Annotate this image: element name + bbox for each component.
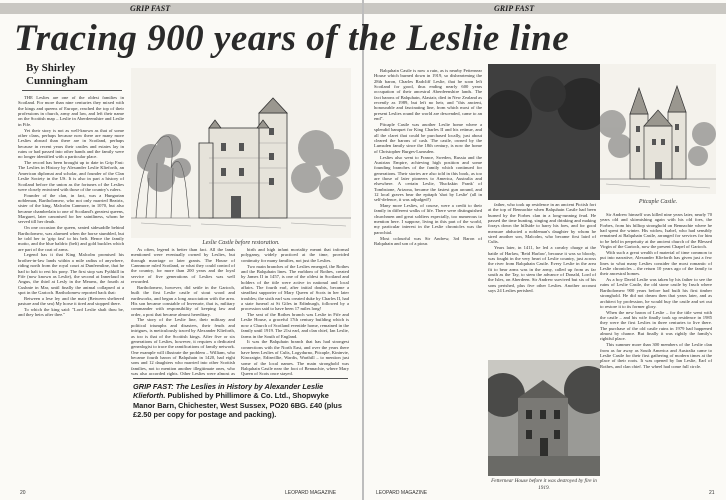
pitcaple-castle-illustration <box>600 64 716 194</box>
right-column-3 <box>600 212 712 484</box>
paragraph: Years later, in 1411, he led a cavalry charge at the battle of Harlaw, 'Reid Harlaw', because it was so bloody, was fought in the very heart of Leslie country, just across the river from Balquhain Castle. Every Leslie in the area fit to bear arms was in the army, called up from as far south as the Tay, to stem the advance of Donald, Lord of the Isles, on Aberdeen. Sir Andrew survived but six of his sons perished, plus five other Leslies. Another account says 24 Leslies perished. <box>488 245 596 293</box>
page-number-left: 20 <box>20 490 26 496</box>
fetternear-house-ruin-photo <box>488 360 600 476</box>
leslie-castle-illustration <box>131 68 351 238</box>
paragraph: Sir Andrew himself was killed nine years later, nearly 70 years old and skirmishing again with his old foes, the Forbes, from his hilltop stronghold on Bennachie where he had spent the winter. His widow, Isabel, who had sensibly remained at Balquhain Castle, arranged for services for him to be held in perpetuity at the ancient church of the Blessed Virgin of the Garioch, now the present Chapel of Garioch. <box>600 212 712 250</box>
fetternear-house-photo <box>488 64 600 200</box>
paragraph: On one occasion the queen, seated sidesaddle behind Bartholomew, was alarmed when the horse stumbled, but he told her to 'grip fast' to his belt. Hence the family motto, and the blue baldric (belt) and gold buckles which are part of the coat of arms. <box>18 225 124 252</box>
magazine-name-left: LEOPARD MAGAZINE <box>285 490 337 496</box>
paragraph: Bartholomew, however, did settle in the Garioch, built the first Leslie castle of stout wood and earthworks, and began a long association with the area. His son became constable of Inverurie, that is, military commander with responsibility of keeping law and order, a post that became almost hereditary. <box>131 284 235 317</box>
paragraph: Two main branches of the Leslies emerged, the Rothes and the Balquhain lines. The earldom of Rothes, created by James II in 1457, is one of the oldest in Scotland and holders of the title were active in national and local affairs. The fourth earl, after initial doubts, became a steadfast supporter of Mary Queen of Scots in her later troubles; the sixth earl was created duke by Charles II, had a state funeral at St Giles in Edinburgh, followed by a procession said to have been 17 miles long! <box>241 263 349 312</box>
byline: By Shirley Cunningham <box>26 62 88 87</box>
book-title-line: GRIP FAST: The Leslies in History by Alexander Leslie Klieforth. <box>133 382 324 401</box>
left-column-1 <box>18 95 124 485</box>
magazine-name-right: LEOPARD MAGAZINE <box>376 490 428 496</box>
section-label-left: GRIP FAST <box>130 4 171 13</box>
paragraph: The record has been brought up to date in Grip Fast: The Leslies in History by Alexander Leslie Klieforth, an American diplomat and scholar, and founder of the Clan Leslie Society in the US. It is also in part a history of Scotland before the union as the fortunes of the Leslies were closely entwined with those of the country's rulers. <box>18 160 124 192</box>
paragraph: It was the Balquhain branch that has had strongest connections with the North East, and over the years there have been Leslies of Cults, Logydurno, Pitcaple, Kininvie, Kincraigie, Edinvillie, Wardis, Warthill – to mention just some of the local names. The main stronghold was Balquhain Castle near the foot of Bennachie, where Mary Queen of Scots once stayed. <box>241 339 349 377</box>
right-caption-bottom: Fetternear House before it was destroyed by fire in 1919. <box>491 478 597 491</box>
paragraph: When the new baron of Leslie – for the title went with the castle – and his wife finally took up residence in 1985 they were the first Leslies in three centuries to live there. The purchase of the old castle ruins in 1979 had happened almost by chance. But finally it was rightly the family's rightful place. <box>600 309 712 342</box>
paragraph: This summer more than 300 members of the Leslie clan from as far away as South America and Australia came to Leslie Castle for their first gathering of modern times at the place of their roots. It was opened by Ian Leslie, Earl of Rothes, and clan chief. The wheel had come full circle. <box>600 342 712 369</box>
paragraph: Many more Leslies, of course, were a credit to their family in different walks of life. There were distinguished churchmen and great soldiers especially, too numerous to mention here. I suppose, living in this part of the world, my particular interest in the Leslie chronicles was the parochial. <box>374 203 482 235</box>
paragraph: The story of the Leslie line, their military and political triumphs and disasters, their feuds and intrigues, is meticulously traced by Alexander Klieforth, as too is that of the Scottish kings. After five or six generations of Leslies, however, it requires a dedicated genealogist to trace the ramifications of family network. One example will illustrate the problem – William, who became fourth baron of Balquhain in 1420, had eight sons and 12 daughters who married into other Scottish families, not to mention another illegitimate ones, who was also accorded rights. Other Leslies were almost as <box>131 317 235 376</box>
right-column-1 <box>374 68 482 360</box>
book-publisher-line: Published by Phillimore & Co. Ltd., Shopwyke Manor Barn, Chichester, West Sussex, PO20 6BG. £40 (plus £2.50 per copy for postage and packing). <box>133 391 342 419</box>
paragraph: Leslies also went to France, Sweden, Russia and the Austrian Empire, achieving high position and some founding branches of the family which continued for generations. Their stories are also told in this book, as too are those of later pioneers to America, Australia and elsewhere. A certain Leslie, 'Buckskin Frank' of Tombstone, Arizona, became the fastest gun around, and 12 local graves bear the epitaph 'shot by Leslie' (all in self-defence, it was adjudged!) <box>374 154 482 203</box>
paragraph: Pitcaple Castle was another Leslie home where a splendid banquet for King Charles II and his retinue, and all the claret that could be purchased locally, just about cleared the barons of cash. The castle, owned by the Lumsden family since the 18th century, is now the home of Christopher Burges-Lumsden. <box>374 121 482 154</box>
paragraph: Yet their story is not as well-known as that of some other clans, perhaps because now there are many more Leslies abroad than there are in Scotland, perhaps because in recent years their castles and estates lay in ruins or had passed into other hands and the family were no longer identified with a particular place. <box>18 127 124 160</box>
right-page <box>364 0 726 500</box>
page-number-right: 21 <box>709 490 715 496</box>
left-page <box>0 0 362 500</box>
article-title: Tracing 900 years of the Leslie line <box>14 18 570 59</box>
paragraph: Between a lese ley and the mair (Between sheltered pasture and the sea) My horse it tired and stopped there. <box>18 295 124 307</box>
paragraph: The seat of the Rothes branch was Leslie in Fife and Leslie House, a graceful 17th century building which is now a Church of Scotland eventide home, remained in the family until 1919. The 21st earl, and clan chief, Ian Leslie, farms in the South of England. <box>241 312 349 339</box>
right-caption-top: Pitcaple Castle. <box>638 199 678 205</box>
paragraph: father, who took up residence in an ancient Pictish fort at the top of Bennachie when Balquhain Castle had been burned by the Forbes clan in a long-running feud. He passed the time hunting, singing and drinking and making forays down the hillside to harry his foes, and for good measure abducted a nobleman's daughter by whom he sired another son, Malcolm, who became first laird of Cults. <box>488 202 596 245</box>
paragraph: birth and high infant mortality meant that informal polygamy, widely practiced at the time, provided continuity for many families, not just the Leslies. <box>241 247 349 263</box>
section-banner-left <box>0 3 362 14</box>
paragraph: With such a great wealth of material of time common to put into narrative, Alexander Klieforth has given just a few lines to what many Leslies consider the most romantic of Leslie chronicles – the return 10 years ago of the family to their ancestral homes. <box>600 249 712 277</box>
paragraph: Founder of the clan, in fact, was a Hungarian nobleman, Bartholomew, who not only married Beatrix, sister of the king, Malcolm Canmore, in 1070, but also became chamberlain to one of Scotland's greatest queens, Margaret, later canonised for her saintliness, whom he served till her death. <box>18 192 124 225</box>
book-details <box>133 382 348 419</box>
paragraph: Most colourful was Sir Andrew, 3rd Baron of Balquhain and son of a pious <box>374 235 482 246</box>
left-caption: Leslie Castle before restoration. <box>202 240 280 246</box>
paragraph: As often, legend is better than fact. All the lands mentioned were eventually owned by Leslies, but through marriage or later grants. The House of Cannmore ruled Scotland, or what they could control of the country, for more than 200 years and the loyal service of five generations of Leslies was well rewarded. <box>131 247 235 285</box>
left-column-2 <box>131 247 235 377</box>
paragraph: As a boy David Leslie was taken by his father to see the ruins of Leslie Castle, the old stone castle by Insch where Bartholomew 900 years before had built his first timber stronghold. He did not dream then that years later, and as architect by profession, he would buy the castle and set out to restore it to its former glory. <box>600 277 712 309</box>
section-label-right: GRIP FAST <box>494 4 535 13</box>
book-box-rule <box>133 378 348 379</box>
right-column-2 <box>488 202 596 360</box>
paragraph: THE Leslies are one of the oldest families in Scotland. For more than nine centuries they mixed with the kings and queens of Europe, reached the top of their professions in church, army and law, and left their name on the Scottish map – Leslie in Aberdeenshire and Leslie in Fife. <box>18 95 124 127</box>
paragraph: Balquhain Castle is now a ruin, as is nearby Fetternear House which burned down in 1919, so disheartening the 28th baron, Charles Radcliff Leslie, that he soon left Scotland for good, thus ending nearly 600 years occupation of their ancestral Aberdeenshire lands. The fact barons of Balquhain, Alastair, died in New Zealand as recently as 1989, but left no heir, and "this ancient, honourable and fascinating line, from which most of the present Leslies round the world are descended, came to an end". <box>374 68 482 122</box>
left-column-3 <box>241 247 349 377</box>
paragraph: Legend has it that King Malcolm promised his brother-in-law lands within a mile radius of anywhere, riding north from the royal court at Dunfermline, that he had to halt to rest his pony. The first stop was Fythkill in Fife (now known as Leslie), the second at Innerlaud in Angus, the third at Lesly in the Mearns, the fourth at Cushnie in Mar, until finally the animal collapsed at a spot in the Garioch. Bartholomew reported back that: <box>18 252 124 295</box>
section-banner-right <box>364 3 726 14</box>
paragraph: To which the king said: "Lord Leslie shalt thou be, and they heirs after thee." <box>18 306 124 318</box>
byline-rule <box>22 90 122 91</box>
